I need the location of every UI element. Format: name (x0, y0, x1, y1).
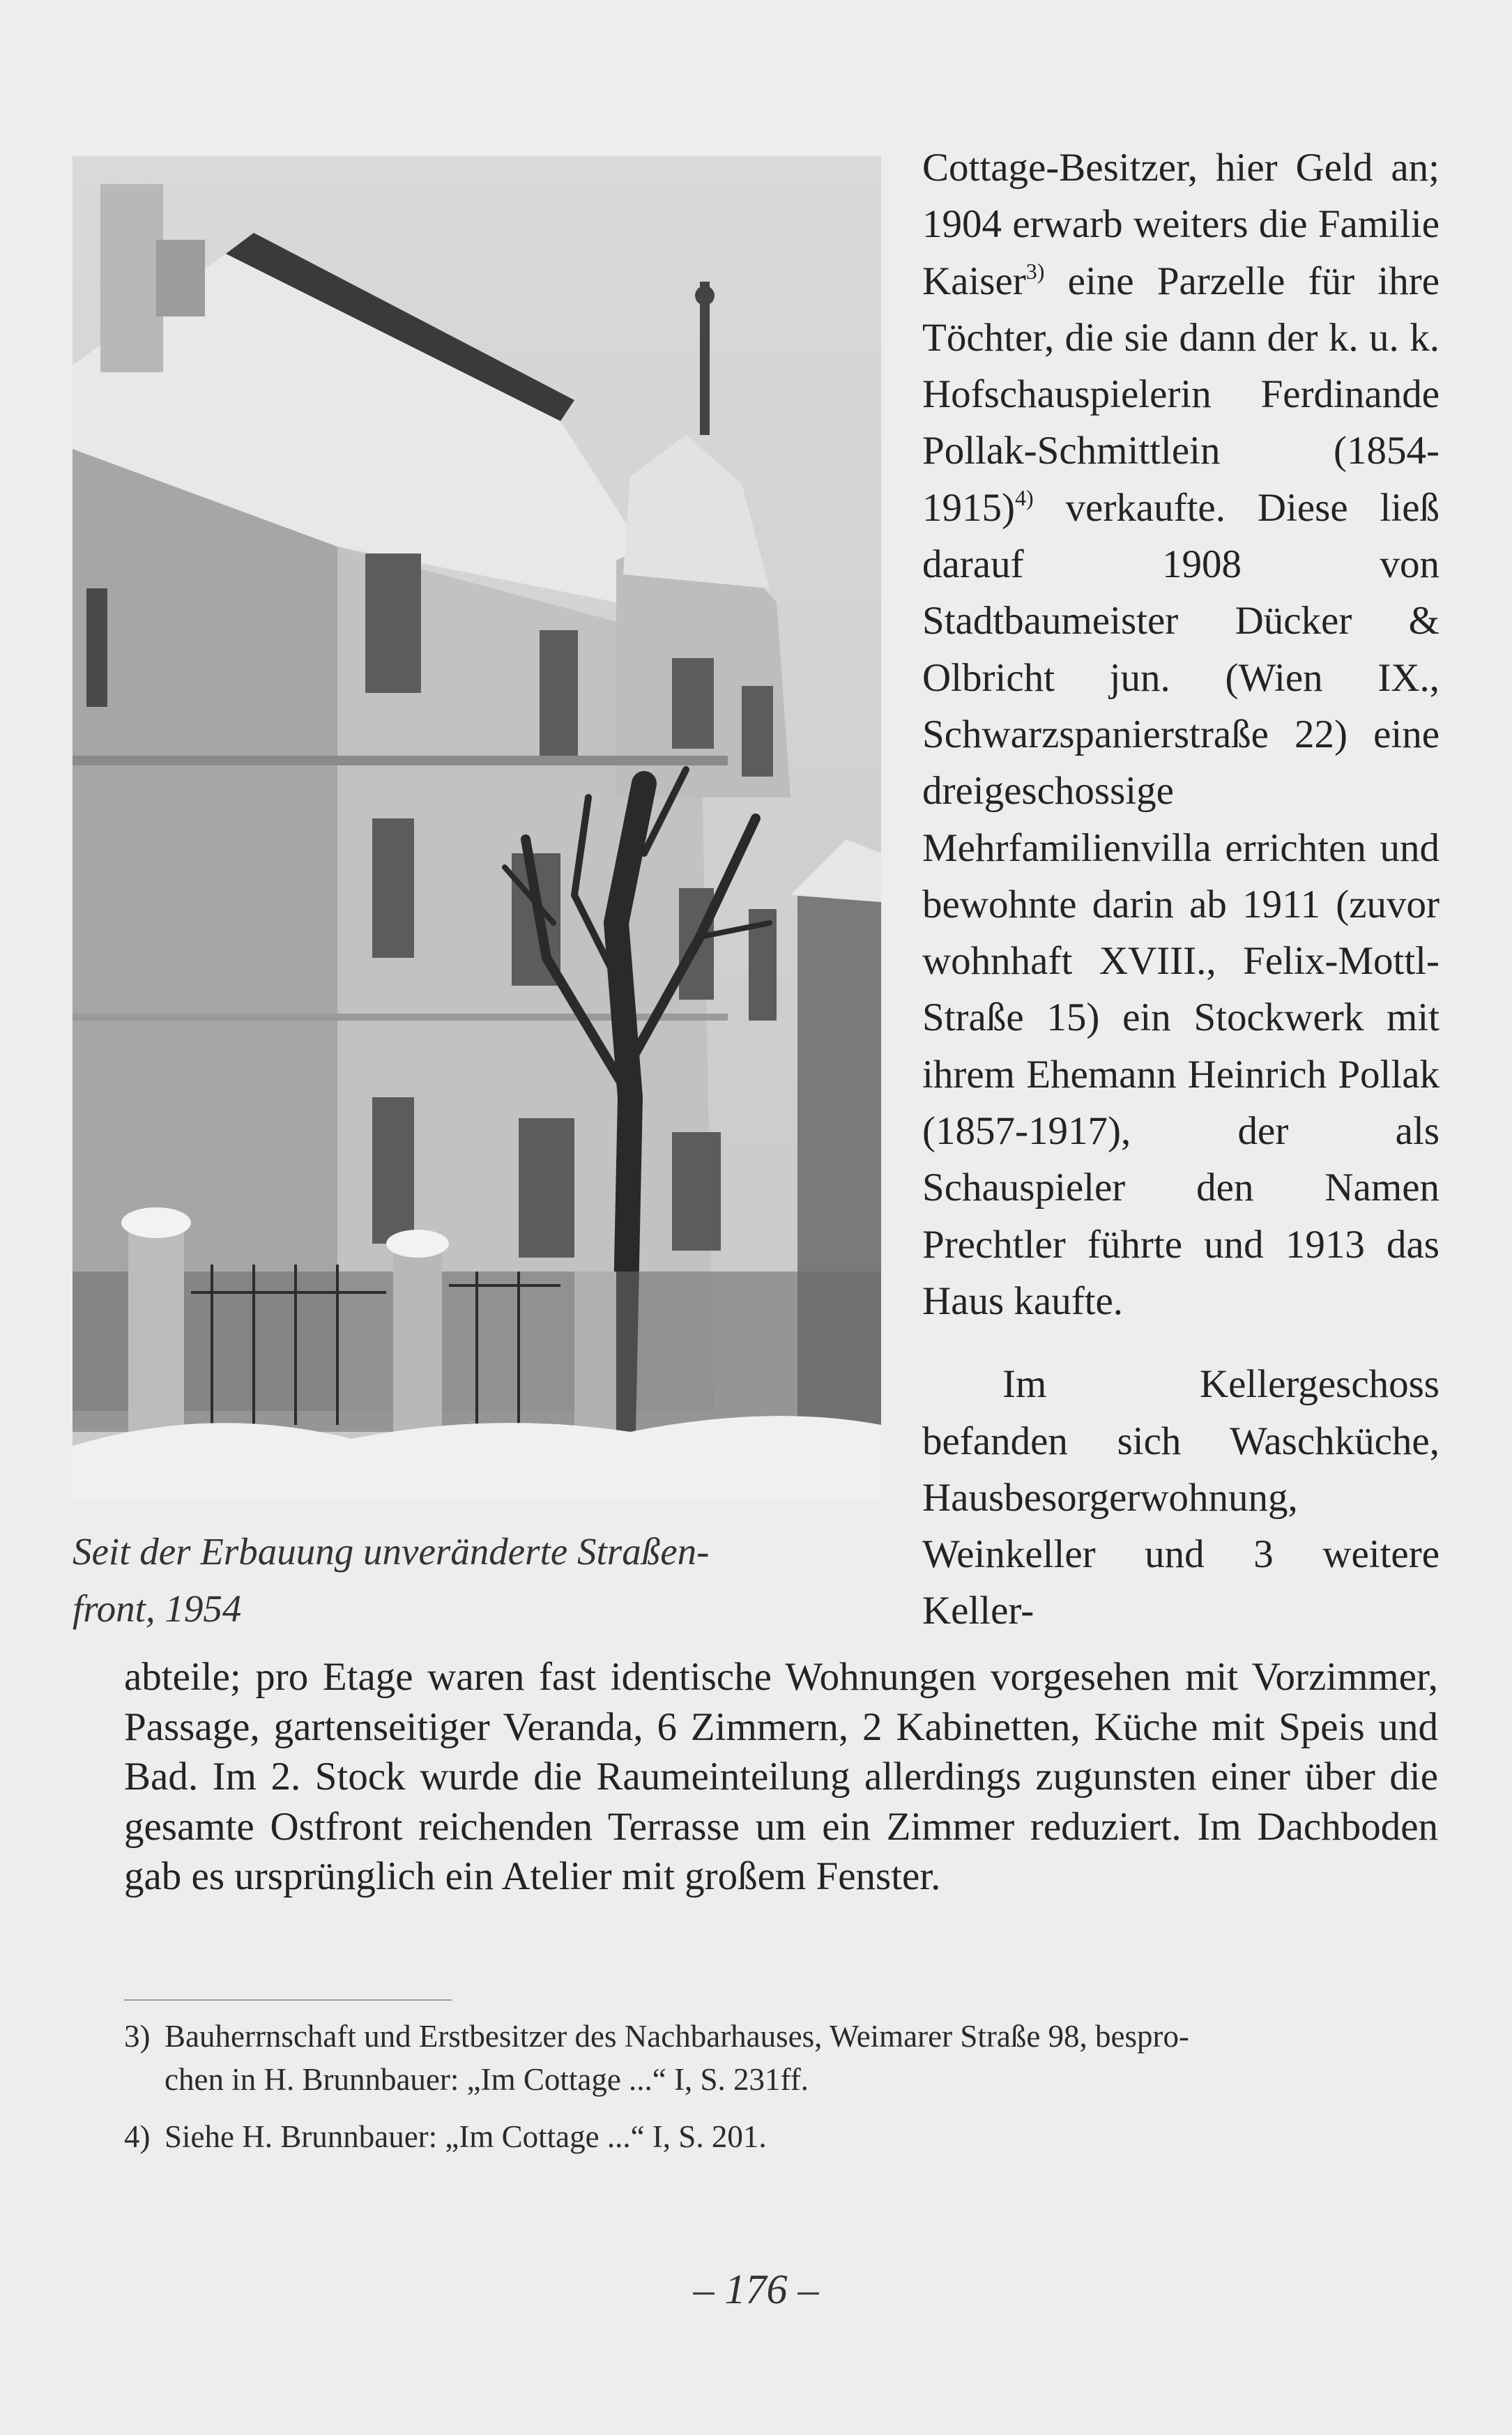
footnote-text: Siehe H. Brunnbauer: „Im Cottage ...“ I, S. 201. (165, 2119, 767, 2154)
footnote-divider (124, 1999, 452, 2001)
p1-text-a: Cottage-Besitzer, hier Geld an; 1904 erwarb weiters die Familie Kaiser (922, 146, 1440, 303)
footnote-3 (124, 2015, 1438, 2101)
caption-line-1: Seit der Erbauung unveränderte Straßen- (72, 1530, 710, 1573)
page-number: – 176 – (693, 2266, 819, 2312)
footnote-text-cont: chen in H. Brunnbauer: „Im Cottage ...“ I, S. 231ff. (165, 2062, 809, 2097)
villa-photograph (72, 156, 881, 1502)
right-column-text (922, 139, 1440, 1640)
footnote-ref-3[interactable]: 3) (1025, 258, 1045, 284)
footnote-4 (124, 2115, 1438, 2158)
footnote-text: Bauherrnschaft und Erstbesitzer des Nachbarhauses, Weimarer Straße 98, bespro- (165, 2019, 1190, 2054)
figure-caption (72, 1523, 909, 1638)
footnote-number: 4) (124, 2119, 151, 2154)
paragraph-1 (922, 139, 1440, 1329)
footnote-ref-4[interactable]: 4) (1014, 484, 1034, 510)
p1-text-b: eine Parzelle für ihre Töchter, die sie dann der k. u. k. Hofschauspielerin Ferdinande Pollak-Schmittlein (1854-1915) (922, 259, 1440, 530)
paragraph-2: Im Kellergeschoss befanden sich Waschküche, Hausbesorgerwohnung, Weinkeller und 3 weitere Keller- (922, 1362, 1440, 1633)
body-text-full-width: abteile; pro Etage waren fast identische Wohnungen vorgesehen mit Vorzimmer, Passage, gartenseitiger Veranda, 6 Zimmern, 2 Kabinetten, Küche mit Speis und Bad. Im 2. Stock wurde die Raumeinteilung allerdings zugunsten einer über die gesamte Ostfront reichenden Terrasse um ein Zimmer reduziert. Im Dachboden gab es ursprünglich ein Atelier mit großem Fenster. (124, 1655, 1438, 1898)
caption-line-2: front, 1954 (72, 1587, 242, 1630)
p1-text-c: verkaufte. Diese ließ darauf 1908 von Stadtbaumeister Dücker & Olbricht jun. (Wien IX., Schwarzspanierstraße 22) eine dreigeschossige Mehrfamilienvilla errichten und bewohnte darin ab 1911 (zuvor wohnhaft XVIII., Felix-Mottl-Straße 15) ein Stockwerk mit ihrem Ehemann Heinrich Pollak (1857-1917), der als Schauspieler den Namen Prechtler führte und 1913 das Haus kaufte. (922, 485, 1440, 1323)
building-photo (72, 156, 881, 1502)
footnote-number: 3) (124, 2019, 151, 2054)
